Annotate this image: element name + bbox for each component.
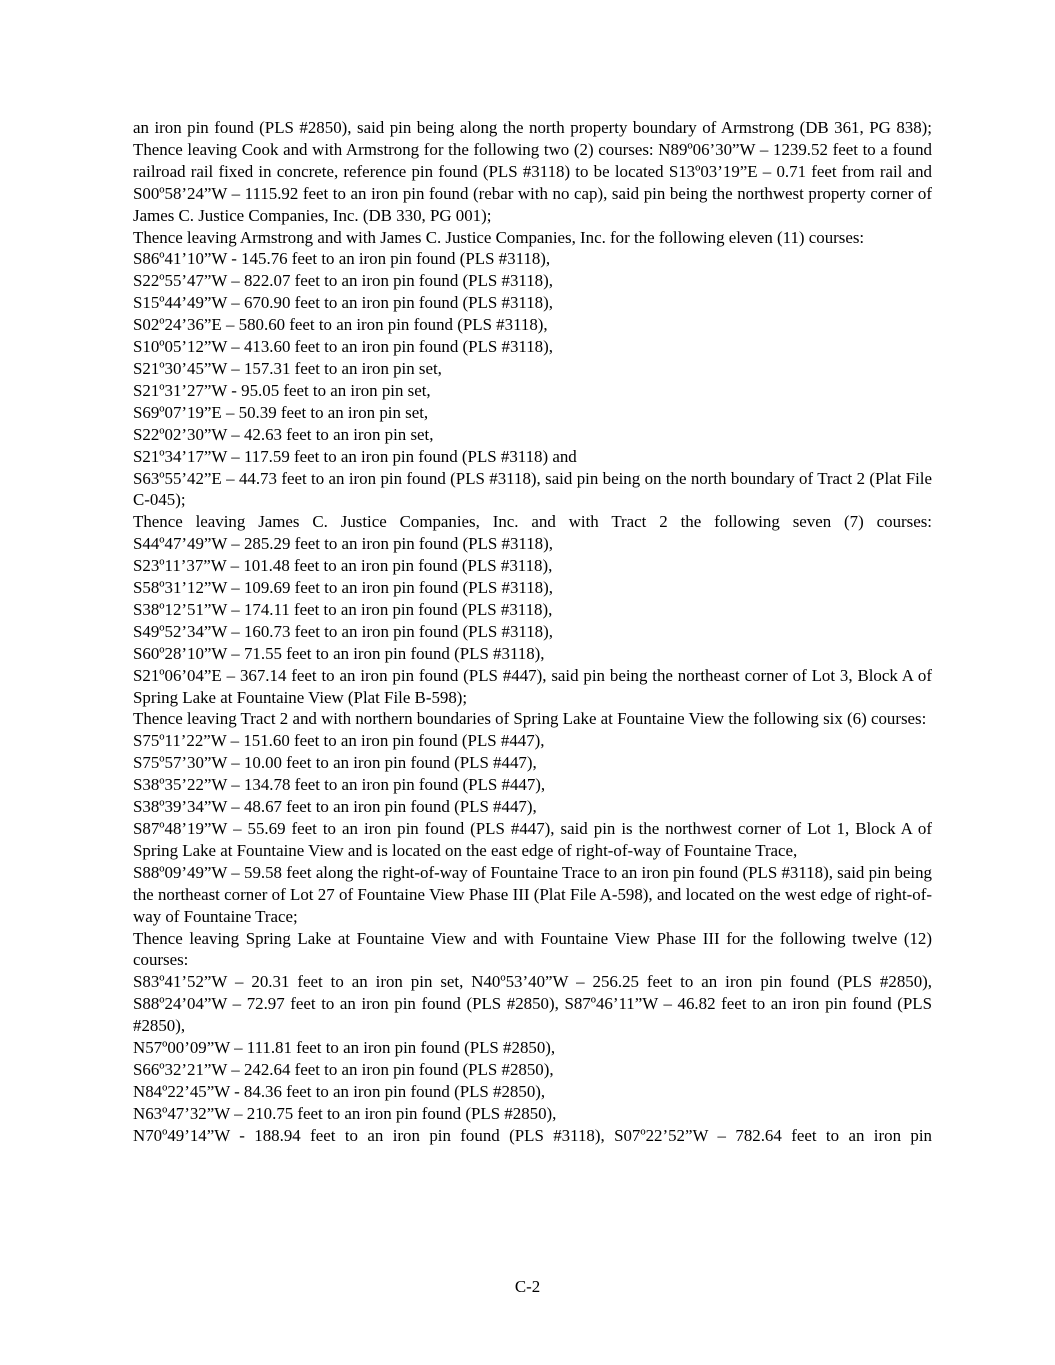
course-line: S22º55’47”W – 822.07 feet to an iron pin found (PLS #3118), bbox=[133, 271, 553, 291]
course-line: S58º31’12”W – 109.69 feet to an iron pin found (PLS #3118), bbox=[133, 578, 553, 598]
course-line: S21º34’17”W – 117.59 feet to an iron pin found (PLS #3118) and bbox=[133, 446, 577, 466]
course-paragraph-lot3-corner: S21º06’04”E – 367.14 feet to an iron pin found (PLS #447), said pin being the northeast corner of Lot 3, Block A of Spring Lake at Fountaine View (Plat File B-598); bbox=[133, 665, 932, 707]
course-line: S60º28’10”W – 71.55 feet to an iron pin found (PLS #3118), bbox=[133, 643, 545, 663]
course-line: S21º31’27”W - 95.05 feet to an iron pin set, bbox=[133, 380, 431, 400]
paragraph-thence-phase3: Thence leaving Spring Lake at Fountaine View and with Fountaine View Phase III for the following twelve (12) courses: bbox=[133, 928, 932, 970]
course-line: S23º11’37”W – 101.48 feet to an iron pin found (PLS #3118), bbox=[133, 556, 553, 576]
course-line: S15º44’49”W – 670.90 feet to an iron pin found (PLS #3118), bbox=[133, 293, 553, 313]
page-number: C-2 bbox=[514, 1277, 541, 1296]
course-line: S21º30’45”W – 157.31 feet to an iron pin set, bbox=[133, 358, 442, 378]
course-paragraph-multi-courses: S83º41’52”W – 20.31 feet to an iron pin set, N40º53’40”W – 256.25 feet to an iron pin found (PLS #2850), S88º24’04”W – 72.97 feet to an iron pin found (PLS #2850), S87º46’11”W – 46.82 feet to an iron pin found (PLS #2850), bbox=[133, 972, 932, 1036]
course-line: S66º32’21”W – 242.64 feet to an iron pin found (PLS #2850), bbox=[133, 1059, 554, 1079]
course-line: S38º35’22”W – 134.78 feet to an iron pin found (PLS #447), bbox=[133, 775, 546, 795]
course-line: N57º00’09”W – 111.81 feet to an iron pin found (PLS #2850), bbox=[133, 1038, 556, 1058]
course-line: S49º52’34”W – 160.73 feet to an iron pin found (PLS #3118), bbox=[133, 621, 553, 641]
paragraph-thence-spring-lake: Thence leaving Tract 2 and with northern boundaries of Spring Lake at Fountaine View the following six (6) courses: bbox=[133, 709, 927, 729]
course-line: S22º02’30”W – 42.63 feet to an iron pin set, bbox=[133, 424, 434, 444]
course-line: N63º47’32”W – 210.75 feet to an iron pin found (PLS #2850), bbox=[133, 1103, 557, 1123]
course-line: S10º05’12”W – 413.60 feet to an iron pin found (PLS #3118), bbox=[133, 337, 553, 357]
paragraph-thence-tract2: Thence leaving James C. Justice Companies, Inc. and with Tract 2 the following seven (7) courses: bbox=[133, 512, 932, 532]
course-line: S38º12’51”W – 174.11 feet to an iron pin found (PLS #3118), bbox=[133, 599, 553, 619]
course-line: S02º24’36”E – 580.60 feet to an iron pin found (PLS #3118), bbox=[133, 315, 548, 335]
course-paragraph-fountaine-trace: S88º09’49”W – 59.58 feet along the right-of-way of Fountaine Trace to an iron pin found (PLS #3118), said pin being the northeast corner of Lot 27 of Fountaine View Phase III (Plat File A-598), and located on the west edge of right-of-way of Fountaine Trace; bbox=[133, 862, 932, 926]
course-line: S75º11’22”W – 151.60 feet to an iron pin found (PLS #447), bbox=[133, 731, 545, 751]
course-line: S86º41’10”W - 145.76 feet to an iron pin found (PLS #3118), bbox=[133, 249, 551, 269]
course-line: S44º47’49”W – 285.29 feet to an iron pin found (PLS #3118), bbox=[133, 534, 553, 554]
document-body bbox=[133, 117, 932, 1147]
paragraph-thence-justice: Thence leaving Armstrong and with James C. Justice Companies, Inc. for the following eleven (11) courses: bbox=[133, 227, 865, 247]
course-line: N84º22’45”W - 84.36 feet to an iron pin found (PLS #2850), bbox=[133, 1081, 546, 1101]
course-line: S69º07’19”E – 50.39 feet to an iron pin set, bbox=[133, 402, 429, 422]
course-line: S38º39’34”W – 48.67 feet to an iron pin found (PLS #447), bbox=[133, 797, 537, 817]
course-paragraph-continuation: N70º49’14”W - 188.94 feet to an iron pin found (PLS #3118), S07º22’52”W – 782.64 feet to an iron pin bbox=[133, 1125, 932, 1145]
course-line: S75º57’30”W – 10.00 feet to an iron pin found (PLS #447), bbox=[133, 753, 537, 773]
course-paragraph-tract2-boundary: S63º55’42”E – 44.73 feet to an iron pin found (PLS #3118), said pin being on the north boundary of Tract 2 (Plat File C-045); bbox=[133, 468, 932, 510]
course-paragraph-lot1-corner: S87º48’19”W – 55.69 feet to an iron pin found (PLS #447), said pin is the northwest corner of Lot 1, Block A of Spring Lake at Fountaine View and is located on the east edge of right-of-way of Fountaine Trace, bbox=[133, 819, 932, 860]
paragraph-boundary-armstrong: an iron pin found (PLS #2850), said pin being along the north property boundary of Armstrong (DB 361, PG 838); Thence leaving Cook and with Armstrong for the following two (2) courses: N89º06’30”W – 1239.52 feet to a found railroad rail fixed in concrete, reference pin found (PLS #3118) to be located S13º03’19”E – 0.71 feet from rail and S00º58’24”W – 1115.92 feet to an iron pin found (rebar with no cap), said pin being the northwest property corner of James C. Justice Companies, Inc. (DB 330, PG 001); bbox=[133, 118, 932, 225]
